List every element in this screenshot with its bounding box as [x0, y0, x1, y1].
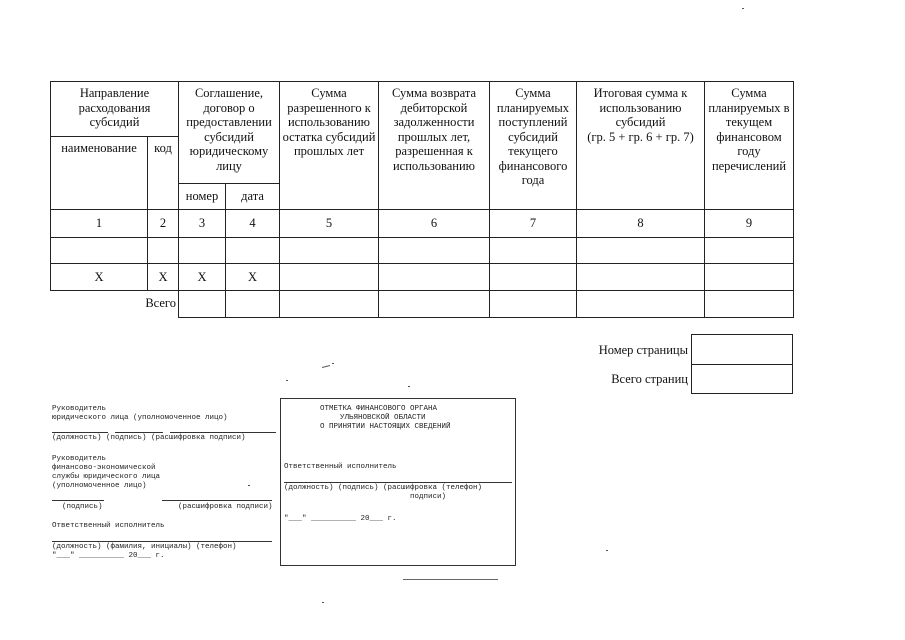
scan-speck [332, 363, 334, 364]
table-cell [705, 238, 794, 264]
table-cell [51, 238, 148, 264]
col-number: 4 [226, 210, 280, 238]
fin-title-3: службы юридического лица [52, 473, 161, 481]
col-number: 3 [179, 210, 226, 238]
col-number: 6 [379, 210, 490, 238]
fin-title-1: Руководитель [52, 455, 107, 463]
col-number: 5 [280, 210, 379, 238]
col-number: 2 [148, 210, 179, 238]
header-col8-formula: (гр. 5 + гр. 6 + гр. 7) [587, 129, 694, 144]
table-cell [490, 291, 577, 318]
signature-line [284, 482, 512, 483]
exec-captions: (должность) (фамилия, инициалы) (телефон) [52, 543, 237, 551]
table-row-empty [51, 238, 794, 264]
x-cell: X [51, 264, 148, 291]
scan-speck [248, 485, 250, 486]
table-cell [490, 238, 577, 264]
table-cell [280, 238, 379, 264]
signature-line [52, 541, 272, 542]
table-cell [280, 264, 379, 291]
exec-date-line: "___" __________ 20___ г. [52, 552, 165, 560]
page-number-label: Номер страницы [598, 343, 688, 357]
table-row-total [51, 291, 794, 318]
table-cell [705, 291, 794, 318]
stamp-line-2: УЛЬЯНОВСКОЙ ОБЛАСТИ [340, 414, 426, 422]
header-col8 [577, 82, 705, 210]
stamp-line-1: ОТМЕТКА ФИНАНСОВОГО ОРГАНА [320, 405, 438, 413]
table-cell [148, 238, 179, 264]
fin-title-2: финансово-экономической [52, 464, 156, 472]
table-cell [705, 264, 794, 291]
table-cell [577, 291, 705, 318]
total-pages-label: Всего страниц [611, 372, 688, 386]
head-title-1: Руководитель [52, 405, 107, 413]
header-col7: Сумма планируемых поступлений субсидий текущего финансового года [490, 82, 577, 210]
header-col8-title: Итоговая сумма к использованию субсидий [593, 86, 688, 129]
header-code: код [148, 137, 179, 210]
header-direction: Направление расходования субсидий [51, 82, 179, 137]
fin-title-4: (уполномоченное лицо) [52, 482, 147, 490]
page-number-box [691, 334, 793, 365]
table-cell [179, 291, 226, 318]
table-cell [577, 238, 705, 264]
table-cell [179, 238, 226, 264]
stamp-exec-title: Ответственный исполнитель [284, 463, 397, 471]
table-cell [577, 264, 705, 291]
col-number: 9 [705, 210, 794, 238]
x-cell: X [226, 264, 280, 291]
scan-speck [286, 380, 288, 381]
table-cell [490, 264, 577, 291]
exec-title: Ответственный исполнитель [52, 522, 165, 530]
table-cell [379, 291, 490, 318]
stamp-date-line: "___" __________ 20___ г. [284, 515, 397, 523]
signature-line [115, 432, 163, 433]
col-number: 8 [577, 210, 705, 238]
subsidy-table [50, 81, 794, 318]
table-cell [226, 291, 280, 318]
header-col5: Сумма разрешенного к использованию остатка субсидий прошлых лет [280, 82, 379, 210]
scan-speck [322, 602, 324, 603]
head-title-2: юридического лица (уполномоченное лицо) [52, 414, 228, 422]
total-pages-box [691, 364, 793, 394]
stamp-captions-1: (должность) (подпись) (расшифровка (телефон) [284, 484, 483, 492]
signature-line [162, 500, 272, 501]
stamp-line-3: О ПРИНЯТИИ НАСТОЯЩИХ СВЕДЕНИЙ [320, 423, 451, 431]
table-cell [226, 238, 280, 264]
table-cell [280, 291, 379, 318]
col-number: 7 [490, 210, 577, 238]
decorative-line [403, 579, 498, 580]
x-cell: X [148, 264, 179, 291]
total-label: Всего [51, 291, 179, 318]
signature-line [170, 432, 276, 433]
column-numbers-row [51, 210, 794, 238]
scan-speck [408, 386, 410, 387]
header-col6: Сумма возврата дебиторской задолженности прошлых лет, разрешенная к использованию [379, 82, 490, 210]
table-cell [379, 238, 490, 264]
scan-speck [606, 550, 608, 551]
signature-line [52, 500, 104, 501]
head-captions: (должность) (подпись) (расшифровка подписи) [52, 434, 246, 442]
header-date: дата [226, 184, 280, 210]
header-number: номер [179, 184, 226, 210]
col-number: 1 [51, 210, 148, 238]
fin-caption-decode: (расшифровка подписи) [178, 503, 273, 511]
x-cell: X [179, 264, 226, 291]
table-row-x [51, 264, 794, 291]
header-name: наименование [51, 137, 148, 210]
stamp-captions-2: подписи) [410, 493, 447, 501]
scan-speck [742, 8, 744, 9]
scan-speck [322, 365, 330, 368]
header-col9: Сумма планируемых в текущем финансовом году перечислений [705, 82, 794, 210]
header-agreement: Соглашение, договор о предоставлении субсидий юридическому лицу [179, 82, 280, 184]
table-cell [379, 264, 490, 291]
signature-line [52, 432, 108, 433]
fin-caption-sign: (подпись) [62, 503, 103, 511]
